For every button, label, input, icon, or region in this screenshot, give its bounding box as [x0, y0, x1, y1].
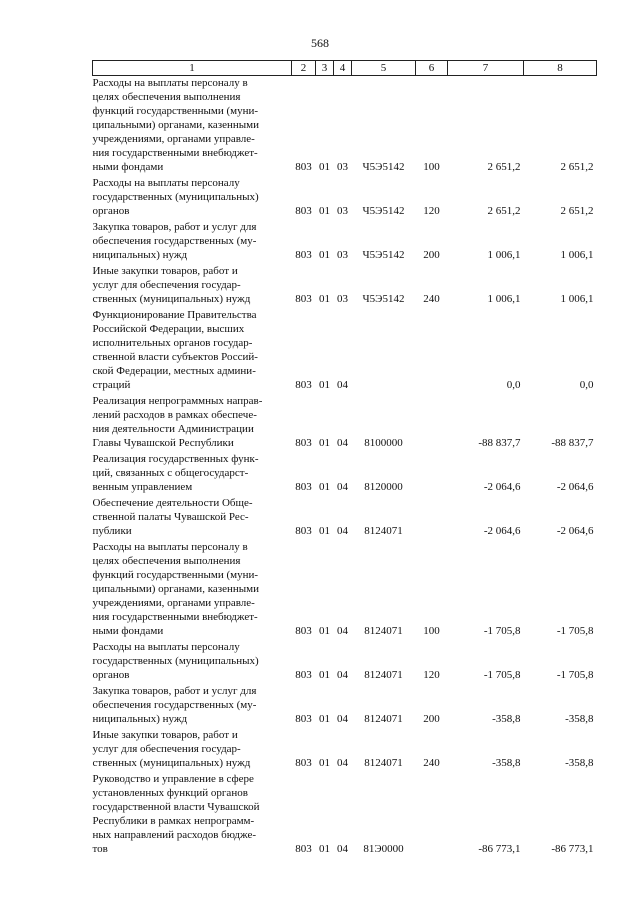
- amount-col8: 2 651,2: [560, 205, 594, 217]
- target-article-code: Ч5Э5142: [362, 293, 405, 305]
- header-cell: 3: [316, 61, 334, 76]
- amount-col8: -2 064,6: [556, 525, 594, 537]
- target-article-code: Ч5Э5142: [362, 161, 405, 173]
- ministry-code: 803: [295, 293, 312, 305]
- amount-col7: -86 773,1: [478, 843, 521, 855]
- ministry-code: 803: [295, 669, 312, 681]
- row-description: Закупка товаров, работ и услуг для обеспечения государственных (му- ниципальных) нужд: [92, 685, 257, 725]
- target-article-code: 8124071: [364, 713, 403, 725]
- ministry-code: 803: [295, 249, 312, 261]
- amount-col8: -1 705,8: [556, 625, 594, 637]
- section-code: 01: [319, 713, 330, 725]
- ministry-code: 803: [295, 843, 312, 855]
- section-code: 01: [319, 525, 330, 537]
- ministry-code: 803: [295, 713, 312, 725]
- amount-col8: -2 064,6: [556, 481, 594, 493]
- table-row: [93, 496, 597, 540]
- amount-col7: 2 651,2: [487, 161, 521, 173]
- header-row: [93, 61, 597, 76]
- row-description: Функционирование Правительства Российской Федерации, высших исполнительных органов государ- ственной власти субъектов Россий- ской Федерации, местных админи- страций: [92, 309, 258, 391]
- subsection-code: 03: [337, 161, 348, 173]
- subsection-code: 04: [337, 625, 348, 637]
- subsection-code: 03: [337, 205, 348, 217]
- section-code: 01: [319, 843, 330, 855]
- row-description: Расходы на выплаты персоналу государственных (муниципальных) органов: [92, 641, 259, 681]
- header-cell: 7: [448, 61, 524, 76]
- subsection-code: 03: [337, 249, 348, 261]
- page-number: 568: [311, 36, 329, 50]
- table-row: [93, 452, 597, 496]
- row-description: Реализация государственных функ- ций, связанных с общегосударст- венным управлением: [92, 453, 259, 493]
- target-article-code: 8124071: [364, 757, 403, 769]
- header-cell: 6: [416, 61, 448, 76]
- table-row: [93, 640, 597, 684]
- amount-col8: -358,8: [565, 713, 594, 725]
- header-cell: 2: [292, 61, 316, 76]
- row-description: Обеспечение деятельности Обще- ственной палаты Чувашской Рес- публики: [92, 497, 253, 537]
- section-code: 01: [319, 161, 330, 173]
- subsection-code: 04: [337, 713, 348, 725]
- row-description: Реализация непрограммных направ- лений расходов в рамках обеспече- ния деятельности Администрации Главы Чувашской Республики: [92, 395, 263, 449]
- row-description: Руководство и управление в сфере установленных функций органов государственной власти Чувашской Республики в рамках непрограмм- ных направлений расходов бюдже- тов: [92, 773, 260, 855]
- target-article-code: [352, 308, 416, 394]
- expense-type-code: 120: [423, 669, 440, 681]
- target-article-code: Ч5Э5142: [362, 205, 405, 217]
- expense-type-code: 200: [423, 713, 440, 725]
- section-code: 01: [319, 437, 330, 449]
- expense-type-code: [416, 394, 448, 452]
- amount-col8: 1 006,1: [560, 293, 594, 305]
- amount-col8: -86 773,1: [551, 843, 594, 855]
- section-code: 01: [319, 379, 330, 391]
- header-cell: 1: [93, 61, 292, 76]
- target-article-code: Ч5Э5142: [362, 249, 405, 261]
- amount-col7: 2 651,2: [487, 205, 521, 217]
- amount-col7: 0,0: [506, 379, 521, 391]
- amount-col7: -1 705,8: [483, 625, 521, 637]
- expense-type-code: [416, 308, 448, 394]
- ministry-code: 803: [295, 161, 312, 173]
- section-code: 01: [319, 249, 330, 261]
- table-row: [93, 308, 597, 394]
- subsection-code: 04: [337, 481, 348, 493]
- ministry-code: 803: [295, 379, 312, 391]
- expense-type-code: 240: [423, 757, 440, 769]
- table-row: [93, 220, 597, 264]
- target-article-code: 8100000: [364, 437, 403, 449]
- expense-type-code: [416, 772, 448, 858]
- subsection-code: 03: [337, 293, 348, 305]
- budget-table: [92, 60, 597, 858]
- row-description: Расходы на выплаты персоналу государственных (муниципальных) органов: [92, 177, 259, 217]
- expense-type-code: 240: [423, 293, 440, 305]
- subsection-code: 04: [337, 843, 348, 855]
- section-code: 01: [319, 669, 330, 681]
- subsection-code: 04: [337, 757, 348, 769]
- table-row: [93, 176, 597, 220]
- expense-type-code: [416, 496, 448, 540]
- table-row: [93, 264, 597, 308]
- target-article-code: 8124071: [364, 625, 403, 637]
- table-row: [93, 394, 597, 452]
- amount-col7: 1 006,1: [487, 293, 521, 305]
- row-description: Иные закупки товаров, работ и услуг для обеспечения государ- ственных (муниципальных) нужд: [92, 729, 251, 769]
- target-article-code: 8124071: [364, 669, 403, 681]
- amount-col7: -358,8: [492, 713, 521, 725]
- ministry-code: 803: [295, 625, 312, 637]
- row-description: Иные закупки товаров, работ и услуг для обеспечения государ- ственных (муниципальных) нужд: [92, 265, 251, 305]
- expense-type-code: 200: [423, 249, 440, 261]
- ministry-code: 803: [295, 205, 312, 217]
- amount-col7: 1 006,1: [487, 249, 521, 261]
- subsection-code: 04: [337, 525, 348, 537]
- header-cell: 4: [334, 61, 352, 76]
- ministry-code: 803: [295, 525, 312, 537]
- section-code: 01: [319, 293, 330, 305]
- target-article-code: 8124071: [364, 525, 403, 537]
- table-row: [93, 684, 597, 728]
- ministry-code: 803: [295, 481, 312, 493]
- amount-col8: 1 006,1: [560, 249, 594, 261]
- amount-col8: -1 705,8: [556, 669, 594, 681]
- amount-col7: -2 064,6: [483, 525, 521, 537]
- table-row: [93, 540, 597, 640]
- section-code: 01: [319, 481, 330, 493]
- subsection-code: 04: [337, 379, 348, 391]
- table-row: [93, 728, 597, 772]
- ministry-code: 803: [295, 437, 312, 449]
- expense-type-code: 120: [423, 205, 440, 217]
- ministry-code: 803: [295, 757, 312, 769]
- target-article-code: 8120000: [364, 481, 403, 493]
- table-row: [93, 772, 597, 858]
- amount-col7: -2 064,6: [483, 481, 521, 493]
- section-code: 01: [319, 757, 330, 769]
- amount-col8: 0,0: [579, 379, 594, 391]
- amount-col7: -1 705,8: [483, 669, 521, 681]
- header-cell: 8: [524, 61, 597, 76]
- expense-type-code: 100: [423, 625, 440, 637]
- row-description: Закупка товаров, работ и услуг для обеспечения государственных (му- ниципальных) нужд: [92, 221, 257, 261]
- section-code: 01: [319, 625, 330, 637]
- amount-col7: -88 837,7: [478, 437, 521, 449]
- subsection-code: 04: [337, 437, 348, 449]
- subsection-code: 04: [337, 669, 348, 681]
- expense-type-code: 100: [423, 161, 440, 173]
- amount-col8: 2 651,2: [560, 161, 594, 173]
- header-cell: 5: [352, 61, 416, 76]
- row-description: Расходы на выплаты персоналу в целях обеспечения выполнения функций государственными (муни- ципальными) органами, казенными учреждениями, органами управле- ния государственными внебюджет- ными фондами: [92, 541, 259, 637]
- section-code: 01: [319, 205, 330, 217]
- table-row: [93, 76, 597, 177]
- row-description: Расходы на выплаты персоналу в целях обеспечения выполнения функций государственными (муни- ципальными) органами, казенными учреждениями, органами управле- ния государственными внебюджет- ными фондами: [92, 77, 259, 173]
- amount-col8: -358,8: [565, 757, 594, 769]
- expense-type-code: [416, 452, 448, 496]
- amount-col7: -358,8: [492, 757, 521, 769]
- amount-col8: -88 837,7: [551, 437, 594, 449]
- target-article-code: 81Э0000: [363, 843, 404, 855]
